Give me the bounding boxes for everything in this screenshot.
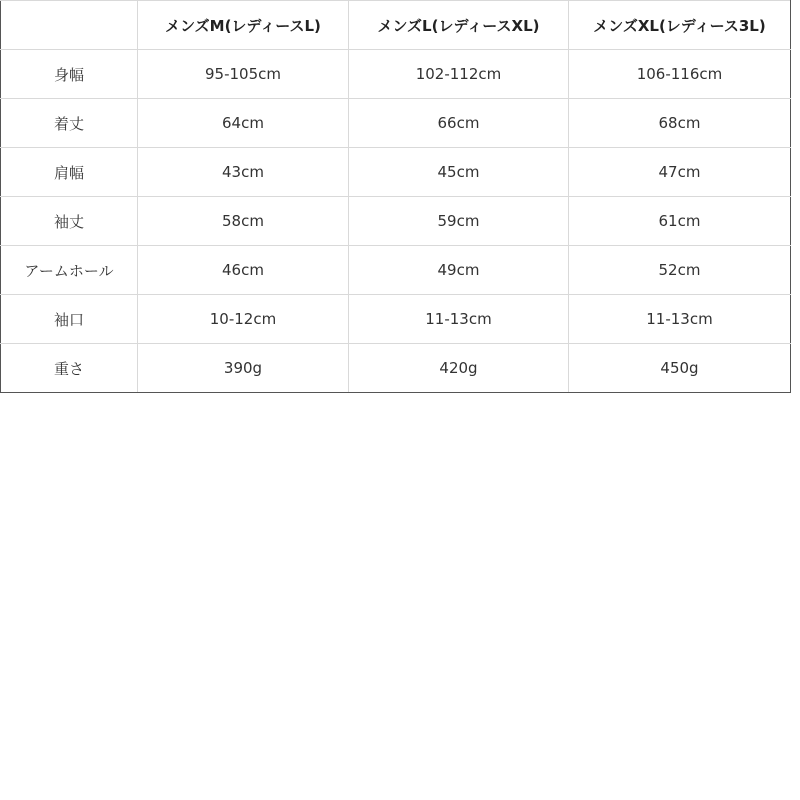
- table-cell: 49cm: [349, 246, 569, 295]
- row-label: 重さ: [1, 344, 138, 393]
- table-row: [1, 295, 791, 344]
- table-cell: 46cm: [138, 246, 349, 295]
- table-cell: 59cm: [349, 197, 569, 246]
- row-label: 身幅: [1, 50, 138, 99]
- table-row: [1, 197, 791, 246]
- row-label: 着丈: [1, 99, 138, 148]
- table-cell: 47cm: [569, 148, 791, 197]
- table-cell: 102-112cm: [349, 50, 569, 99]
- table-cell: 10-12cm: [138, 295, 349, 344]
- table-cell: 66cm: [349, 99, 569, 148]
- table-cell: 58cm: [138, 197, 349, 246]
- table-cell: 450g: [569, 344, 791, 393]
- row-label: アームホール: [1, 246, 138, 295]
- row-label: 袖口: [1, 295, 138, 344]
- table-cell: 61cm: [569, 197, 791, 246]
- row-label: 肩幅: [1, 148, 138, 197]
- table-cell: 43cm: [138, 148, 349, 197]
- table-row: [1, 50, 791, 99]
- row-label: 袖丈: [1, 197, 138, 246]
- header-size-xl: メンズXL(レディース3L): [569, 1, 791, 50]
- header-row: [1, 1, 791, 50]
- table-cell: 11-13cm: [569, 295, 791, 344]
- table-cell: 11-13cm: [349, 295, 569, 344]
- header-size-l: メンズL(レディースXL): [349, 1, 569, 50]
- table-cell: 68cm: [569, 99, 791, 148]
- header-corner-cell: [1, 1, 138, 50]
- table-row: [1, 99, 791, 148]
- table-cell: 95-105cm: [138, 50, 349, 99]
- table-row: [1, 344, 791, 393]
- table-cell: 420g: [349, 344, 569, 393]
- table-row: [1, 246, 791, 295]
- table-row: [1, 148, 791, 197]
- table-cell: 45cm: [349, 148, 569, 197]
- table-cell: 390g: [138, 344, 349, 393]
- table-cell: 64cm: [138, 99, 349, 148]
- header-size-m: メンズM(レディースL): [138, 1, 349, 50]
- size-chart-table: [0, 0, 791, 393]
- table-cell: 52cm: [569, 246, 791, 295]
- table-cell: 106-116cm: [569, 50, 791, 99]
